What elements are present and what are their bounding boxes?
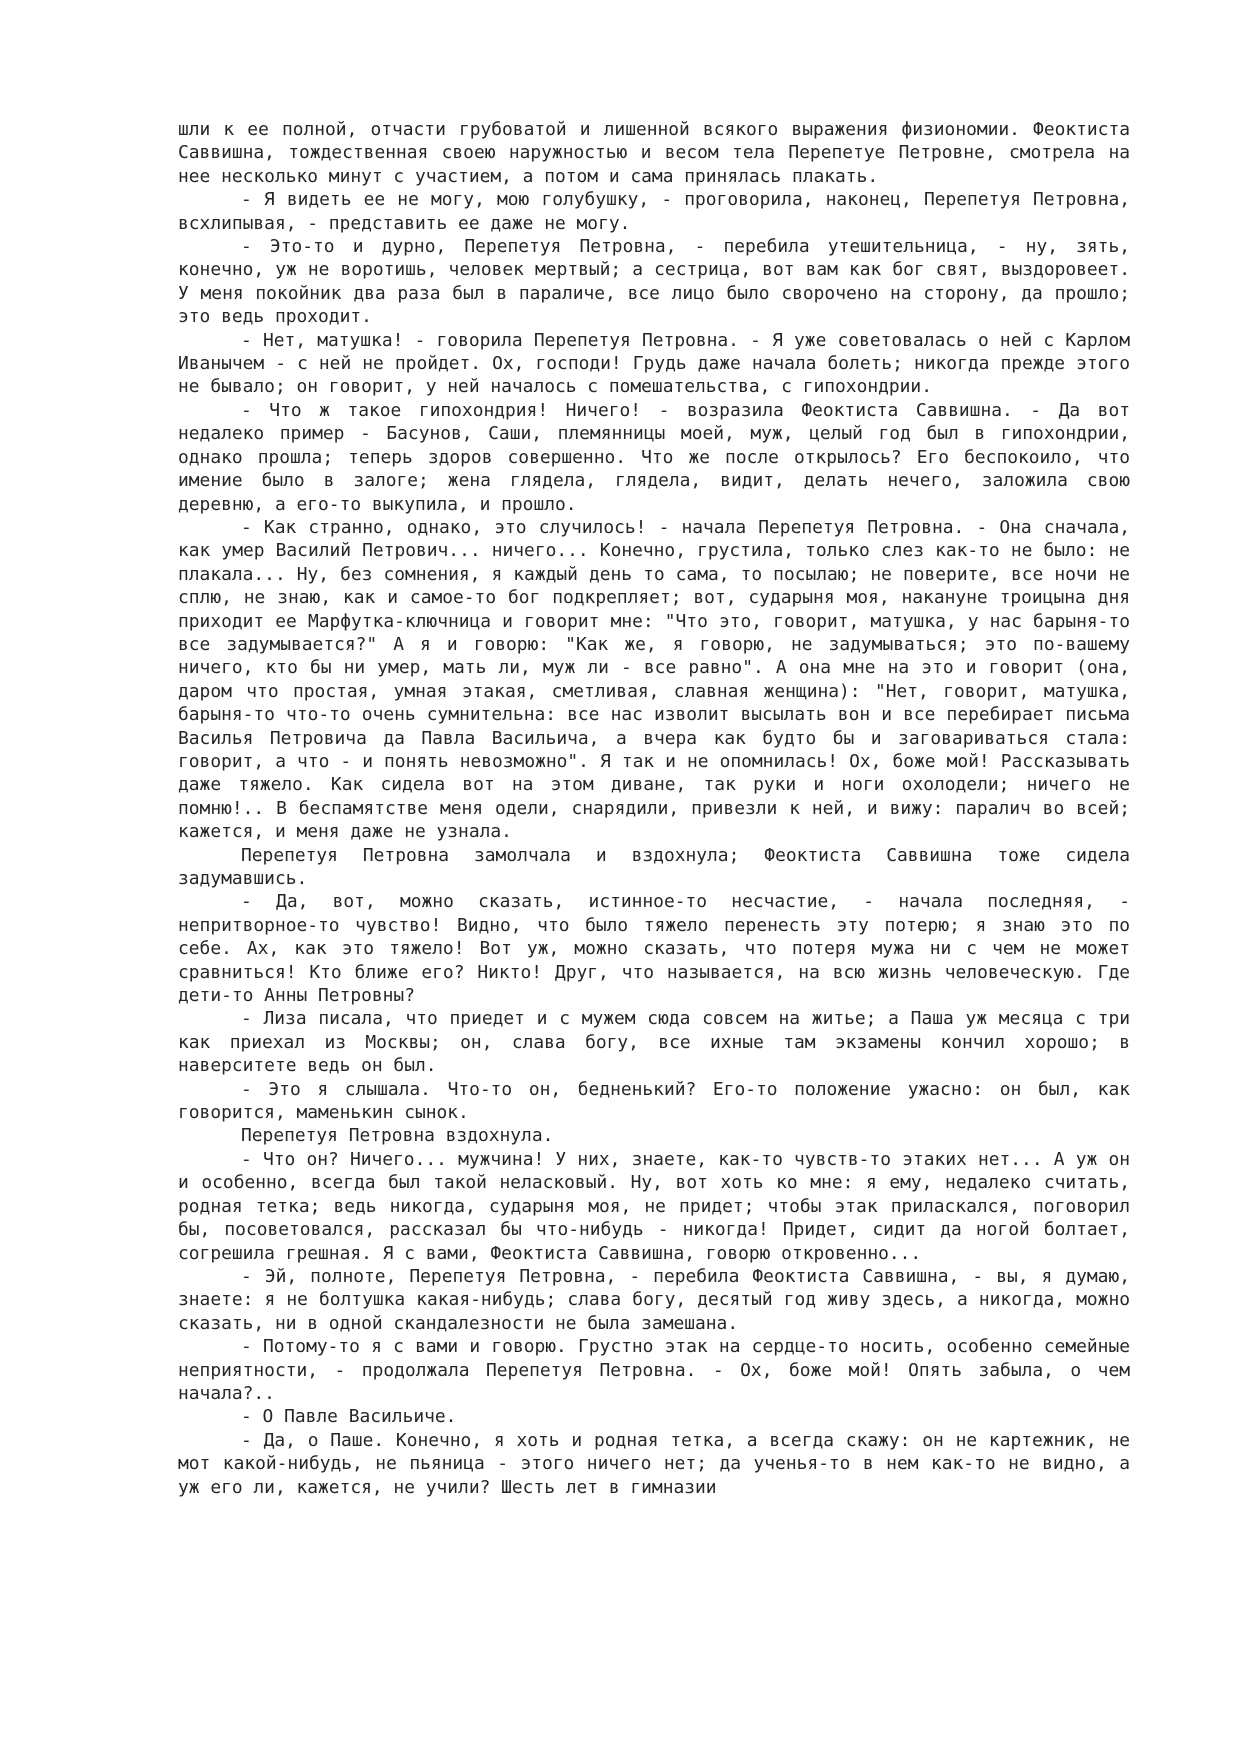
paragraph: - Я видеть ее не могу, мою голубушку, - проговорила, наконец, Перепетуя Петровна, всхлипывая, - представить ее даже не могу.: [178, 189, 1130, 234]
paragraph: Перепетуя Петровна замолчала и вздохнула; Феоктиста Саввишна тоже сидела задумавшись.: [178, 844, 1130, 889]
paragraph: - Что ж такое гипохондрия! Ничего! - возразила Феоктиста Саввишна. - Да вот недалеко пример - Басунов, Саши, племянницы моей, муж, целый год был в гипохондрии, однако прошла; теперь здоров совершенно. Что же после открылось? Его беспокоило, что имение было в залоге; жена глядела, глядела, видит, делать нечего, заложила свою деревню, а его-то выкупила, и прошло.: [178, 399, 1130, 515]
paragraph: - Да, о Паше. Конечно, я хоть и родная тетка, а всегда скажу: он не картежник, не мот какой-нибудь, не пьяница - этого ничего нет; да ученья-то в нем как-то не видно, а уж его ли, кажется, не учили? Шесть лет в гимназии: [178, 1429, 1130, 1498]
paragraph: - О Павле Васильиче.: [241, 1406, 457, 1428]
document-page: [178, 118, 1130, 1499]
paragraph: - Это-то и дурно, Перепетуя Петровна, - перебила утешительница, - ну, зять, конечно, уж не воротишь, человек мертвый; а сестрица, вот вам как бог свят, выздоровеет. У меня покойник два раза был в параличе, все лицо было сворочено на сторону, да прошло; это ведь проходит.: [178, 236, 1130, 328]
paragraph: - Как странно, однако, это случилось! - начала Перепетуя Петровна. - Она сначала, как умер Василий Петрович... ничего... Конечно, грустила, только слез как-то не было: не плакала... Ну, без сомнения, я каждый день то сама, то посылаю; не поверите, все ночи не сплю, не знаю, как и самое-то бог подкрепляет; вот, сударыня моя, накануне троицына дня приходит ее Марфутка-ключница и говорит мне: "Что это, говорит, матушка, у нас барыня-то все задумывается?" А я и говорю: "Как же, я говорю, не задумываться; это по-вашему ничего, кто бы ни умер, мать ли, муж ли - все равно". А она мне на это и говорит (она, даром что простая, умная этакая, сметливая, славная женщина): "Нет, говорит, матушка, барыня-то что-то очень сумнительна: все нас изволит высылать вон и все перебирает письма Василья Петровича да Павла Васильича, а вчера как будто бы и заговариваться стала: говорит, а что - и понять невозможно". Я так и не опомнилась! Ох, боже мой! Рассказывать даже тяжело. Как сидела вот на этом диване, так руки и ноги охолодели; ничего не помню!.. В беспамятстве меня одели, снарядили, привезли к ней, и вижу: паралич во всей; кажется, и меня даже не узнала.: [178, 516, 1130, 843]
paragraph: Перепетуя Петровна вздохнула.: [241, 1125, 554, 1147]
paragraph: - Лиза писала, что приедет и с мужем сюда совсем на житье; а Паша уж месяца с три как приехал из Москвы; он, слава богу, все ихные там экзамены кончил хорошо; в наверситете ведь он был.: [178, 1008, 1130, 1077]
paragraph: - Потому-то я с вами и говорю. Грустно этак на сердце-то носить, особенно семейные неприятности, - продолжала Перепетуя Петровна. - Ох, боже мой! Опять забыла, о чем начала?..: [178, 1336, 1130, 1404]
paragraph: - Эй, полноте, Перепетуя Петровна, - перебила Феоктиста Саввишна, - вы, я думаю, знаете: я не болтушка какая-нибудь; слава богу, десятый год живу здесь, а никогда, можно сказать, ни в одной скандалезности не была замешана.: [178, 1265, 1130, 1334]
paragraph: - Что он? Ничего... мужчина! У них, знаете, как-то чувств-то этаких нет... А уж он и особенно, всегда был такой неласковый. Ну, вот хоть ко мне: я ему, недалеко считать, родная тетка; ведь никогда, сударыня моя, не придет; чтобы этак приласкался, поговорил бы, посоветовался, рассказал бы что-нибудь - никогда! Придет, сидит да ногой болтает, согрешила грешная. Я с вами, Феоктиста Саввишна, говорю откровенно...: [178, 1148, 1130, 1264]
paragraph: - Нет, матушка! - говорила Перепетуя Петровна. - Я уже советовалась о ней с Карлом Иванычем - с ней не пройдет. Ох, господи! Грудь даже начала болеть; никогда прежде этого не бывало; он говорит, у ней началось с помешательства, с гипохондрии.: [178, 329, 1130, 398]
paragraph: - Да, вот, можно сказать, истинное-то несчастие, - начала последняя, - непритворное-то чувство! Видно, что было тяжело перенесть эту потерю; я знаю это по себе. Ах, как это тяжело! Вот уж, можно сказать, что потеря мужа ни с чем не может сравниться! Кто ближе его? Никто! Друг, что называется, на всю жизнь человеческую. Где дети-то Анны Петровны?: [178, 891, 1130, 1007]
paragraph: шли к ее полной, отчасти грубоватой и лишенной всякого выражения физиономии. Феоктиста Саввишна, тождественная своею наружностью и весом тела Перепетуе Петровне, смотрела на нее несколько минут с участием, а потом и сама принялась плакать.: [178, 119, 1130, 187]
paragraph: - Это я слышала. Что-то он, бедненький? Его-то положение ужасно: он был, как говорится, маменькин сынок.: [178, 1078, 1130, 1124]
